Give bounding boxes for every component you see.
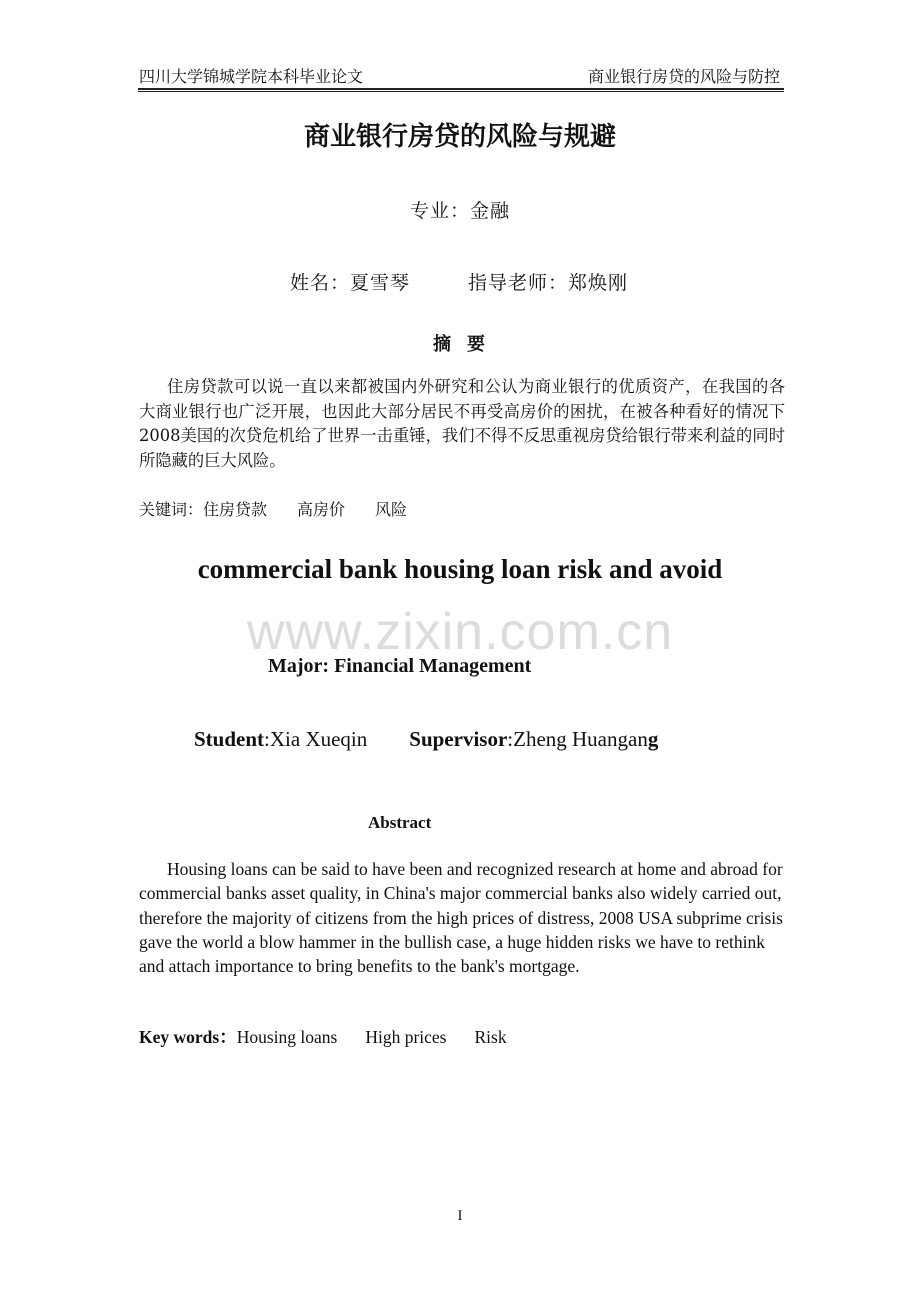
- english-major: Major: Financial Management: [268, 655, 532, 677]
- english-abstract-heading: Abstract: [368, 813, 432, 832]
- english-abstract-body: Housing loans can be said to have been and recognized research at home and abroad for commercial banks asset quality, in China's major commercial banks also widely carried out, therefore the majority of citizens from the high prices of distress, 2008 USA subprime crisis gave the world a blow hammer in the bullish case, a huge hidden risks we have to rethink and attach importance to bring benefits to the bank's mortgage.: [139, 859, 783, 977]
- chinese-author-name: 姓名：夏雪琴: [290, 272, 411, 294]
- header-thesis-label: 四川大学锦城学院本科毕业论文: [139, 67, 364, 86]
- watermark: www.zixin.com.cn: [246, 603, 674, 661]
- chinese-author-line: [290, 268, 628, 295]
- header-rule: [138, 88, 784, 90]
- english-keywords-label: Key words：: [139, 1027, 237, 1047]
- keyword: 住房贷款: [203, 500, 268, 519]
- keyword: High prices: [365, 1027, 447, 1047]
- english-keywords: [139, 1024, 507, 1049]
- supervisor-name-last: g: [647, 727, 659, 751]
- supervisor-name: :Zheng Huangan: [507, 727, 648, 751]
- abstract-heading-char-2: 要: [467, 334, 487, 355]
- page-number: I: [457, 1208, 463, 1224]
- chinese-title: 商业银行房贷的风险与规避: [303, 122, 616, 152]
- chinese-keywords-label: 关键词：: [139, 500, 204, 519]
- abstract-heading-char-1: 摘: [433, 334, 453, 355]
- keyword: 高房价: [297, 500, 346, 519]
- chinese-major: 专业：金融: [409, 200, 510, 222]
- chinese-supervisor: 指导老师：郑焕刚: [468, 272, 629, 294]
- student-label: Student: [194, 727, 265, 751]
- header-rule-thin: [138, 91, 784, 92]
- supervisor-label: Supervisor: [409, 727, 508, 751]
- chinese-keywords: [139, 497, 407, 520]
- header-running-title: 商业银行房贷的风险与防控: [587, 67, 780, 86]
- english-author-line: [194, 727, 658, 752]
- keyword: Risk: [474, 1027, 507, 1047]
- chinese-abstract-heading: [0, 330, 920, 356]
- english-title: commercial bank housing loan risk and avoid: [197, 554, 723, 584]
- keyword: Housing loans: [236, 1027, 338, 1047]
- keyword: 风险: [375, 500, 408, 519]
- chinese-abstract-body: 住房贷款可以说一直以来都被国内外研究和公认为商业银行的优质资产，在我国的各大商业银行也广泛开展，也因此大部分居民不再受高房价的困扰，在被各种看好的情况下2008美国的次贷危机给了世界一击重锤，我们不得不反思重视房贷给银行带来利益的同时所隐藏的巨大风险。: [139, 377, 785, 470]
- student-name: :Xia Xueqin: [264, 727, 368, 751]
